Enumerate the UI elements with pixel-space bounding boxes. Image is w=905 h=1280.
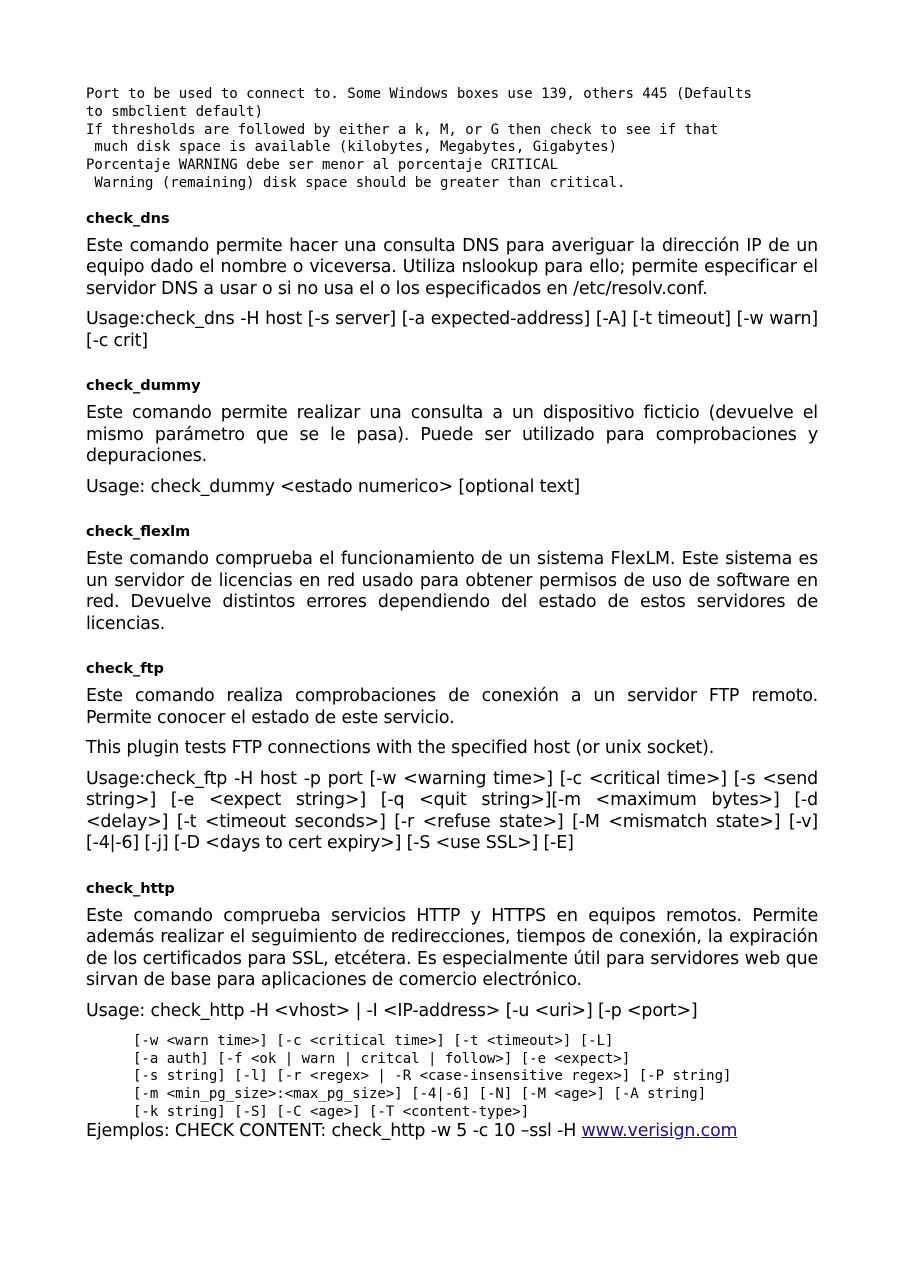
check-flexlm-description: Este comando comprueba el funcionamiento de un sistema FlexLM. Este sistema es un servidor de licencias en red usado para obtener permisos de uso de software en red. Devuelve distintos errores dependiendo del estado de estos servidores de licencias. <box>86 549 818 634</box>
code-line: [-a auth] [-f <ok | warn | critcal | follow>] [-e <expect>] <box>133 1050 631 1067</box>
verisign-link[interactable]: www.verisign.com <box>581 1121 738 1142</box>
heading-check-dummy: check_dummy <box>86 378 201 395</box>
check-http-options-block <box>133 1033 818 1121</box>
heading-check-ftp: check_ftp <box>86 661 164 678</box>
check-http-description: Este comando comprueba servicios HTTP y HTTPS en equipos remotos. Permite además realizar el seguimiento de redirecciones, tiempos de conexión, la expiración de los certificados para SSL, etcétera. Es especialmente útil para servidores web que sirvan de base para aplicaciones de comercio electrónico. <box>86 905 818 991</box>
heading-check-dns: check_dns <box>86 210 170 227</box>
document-page <box>86 86 818 1143</box>
heading-check-http: check_http <box>86 880 175 897</box>
check-http-usage: Usage: check_http -H <vhost> | -I <IP-address> [-u <uri>] [-p <port>] <box>86 1000 698 1021</box>
code-line: [-m <min_pg_size>:<max_pg_size>] [-4|-6] [-N] [-M <age>] [-A string] <box>133 1086 707 1103</box>
code-line: [-w <warn time>] [-c <critical time>] [-t <timeout>] [-L] <box>133 1033 614 1050</box>
code-line: Porcentaje WARNING debe ser menor al porcentaje CRITICAL <box>86 157 559 174</box>
code-line: [-s string] [-l] [-r <regex> | -R <case-insensitive regex>] [-P string] <box>133 1068 732 1085</box>
code-line: to smbclient default) <box>86 103 264 120</box>
code-line: much disk space is available (kilobytes, Megabytes, Gigabytes) <box>86 139 618 156</box>
code-line: Warning (remaining) disk space should be greater than critical. <box>86 174 626 191</box>
code-line: Port to be used to connect to. Some Windows boxes use 139, others 445 (Defaults <box>86 86 752 102</box>
check-dummy-usage: Usage: check_dummy <estado numerico> [optional text] <box>86 476 581 497</box>
check-http-example <box>86 1121 818 1143</box>
check-ftp-description: Este comando realiza comprobaciones de conexión a un servidor FTP remoto. Permite conocer el estado de este servicio. <box>86 686 818 728</box>
check-dummy-description: Este comando permite realizar una consulta a un dispositivo ficticio (devuelve el mismo parámetro que se le pasa). Puede ser utilizado para comprobaciones y depuraciones. <box>86 403 818 467</box>
example-text: Ejemplos: CHECK CONTENT: check_http -w 5 -c 10 –ssl -H <box>86 1121 582 1142</box>
check-dns-description: Este comando permite hacer una consulta DNS para averiguar la dirección IP de un equipo dado el nombre o viceversa. Utiliza nslookup para ello; permite especificar el servidor DNS a usar o si no usa el o los especificados en /etc/resolv.conf. <box>86 235 818 299</box>
intro-code-block <box>86 86 818 193</box>
check-ftp-usage: Usage:check_ftp -H host -p port [-w <warning time>] [-c <critical time>] [-s <send string>] [-e <expect string>] [-q <quit string>][-m <maximum bytes>] [-d <delay>] [-t <timeout seconds>] [-r <refuse state>] [-M <mismatch state>] [-v] [-4|-6] [-j] [-D <days to cert expiry>] [-S <use SSL>] [-E] <box>86 768 818 854</box>
heading-check-flexlm: check_flexlm <box>86 524 191 541</box>
code-line: If thresholds are followed by either a k, M, or G then check to see if that <box>86 121 719 138</box>
code-line: [-k string] [-S] [-C <age>] [-T <content-type>] <box>133 1103 530 1120</box>
check-ftp-description-en: This plugin tests FTP connections with the specified host (or unix socket). <box>86 738 715 759</box>
check-dns-usage: Usage:check_dns -H host [-s server] [-a expected-address] [-A] [-t timeout] [-w warn] [-c crit] <box>86 309 818 351</box>
